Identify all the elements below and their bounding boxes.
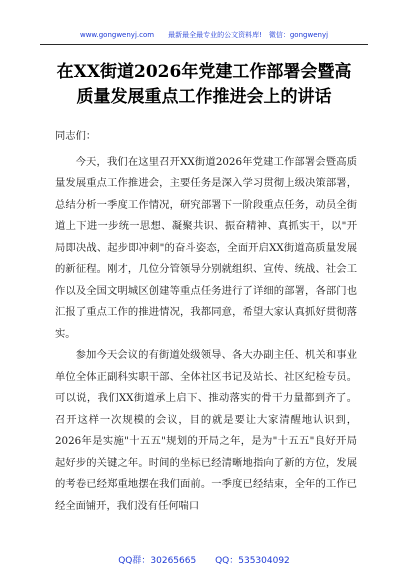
document-title <box>30 60 378 110</box>
site-header-text: www.gongwenyj.com 最新最全最专业的公文资料库! 微信：gongwenyj <box>79 31 329 39</box>
salutation: 同志们： <box>55 130 97 142</box>
document-body <box>55 126 357 517</box>
paragraph-2: 参加今天会议的有街道处级领导、各大办副主任、机关和事业单位全体正副科实职干部、全体社区书记及站长、社区纪检专员。可以说，我们XX街道承上启下、推动落实的骨干力量都到齐了。召开这样一次规模的会议，目的就是要让大家清醒地认识到，2026年是实施"十五五"规划的开局之年，是为"十五五"良好开局起好步的关键之年。时间的坐标已经清晰地指向了新的方位，发展的考卷已经郑重地摆在我们面前。一季度已经结束，全年的工作已经全面铺开，我们没有任何喘口 <box>55 349 357 512</box>
site-header <box>0 30 408 40</box>
title-line-2: 质量发展重点工作推进会上的讲话 <box>76 87 332 107</box>
header-divider <box>40 44 368 45</box>
footer-qq: QQ：535304092 <box>215 556 290 566</box>
site-footer <box>0 553 408 566</box>
paragraph-1: 今天，我们在这里召开XX街道2026年党建工作部署会暨高质量发展重点工作推进会，主要任务是深入学习贯彻上级决策部署，总结分析一季度工作情况，研究部署下一阶段重点任务，动员全街道上下进一步统一思想、凝聚共识、振奋精神、真抓实干，以"开局即决战、起步即冲刺"的奋斗姿态，全面开启XX街道高质量发展的新征程。刚才，几位分管领导分别就组织、宣传、统战、社会工作以及全国文明城区创建等重点任务进行了详细的部署，各部门也汇报了重点工作的推进情况，我都同意，希望大家认真抓好贯彻落实。 <box>55 155 357 340</box>
title-line-1: 在XX街道2026年党建工作部署会暨高 <box>56 62 352 82</box>
footer-qq-group: QQ群：30265665 <box>118 556 197 566</box>
